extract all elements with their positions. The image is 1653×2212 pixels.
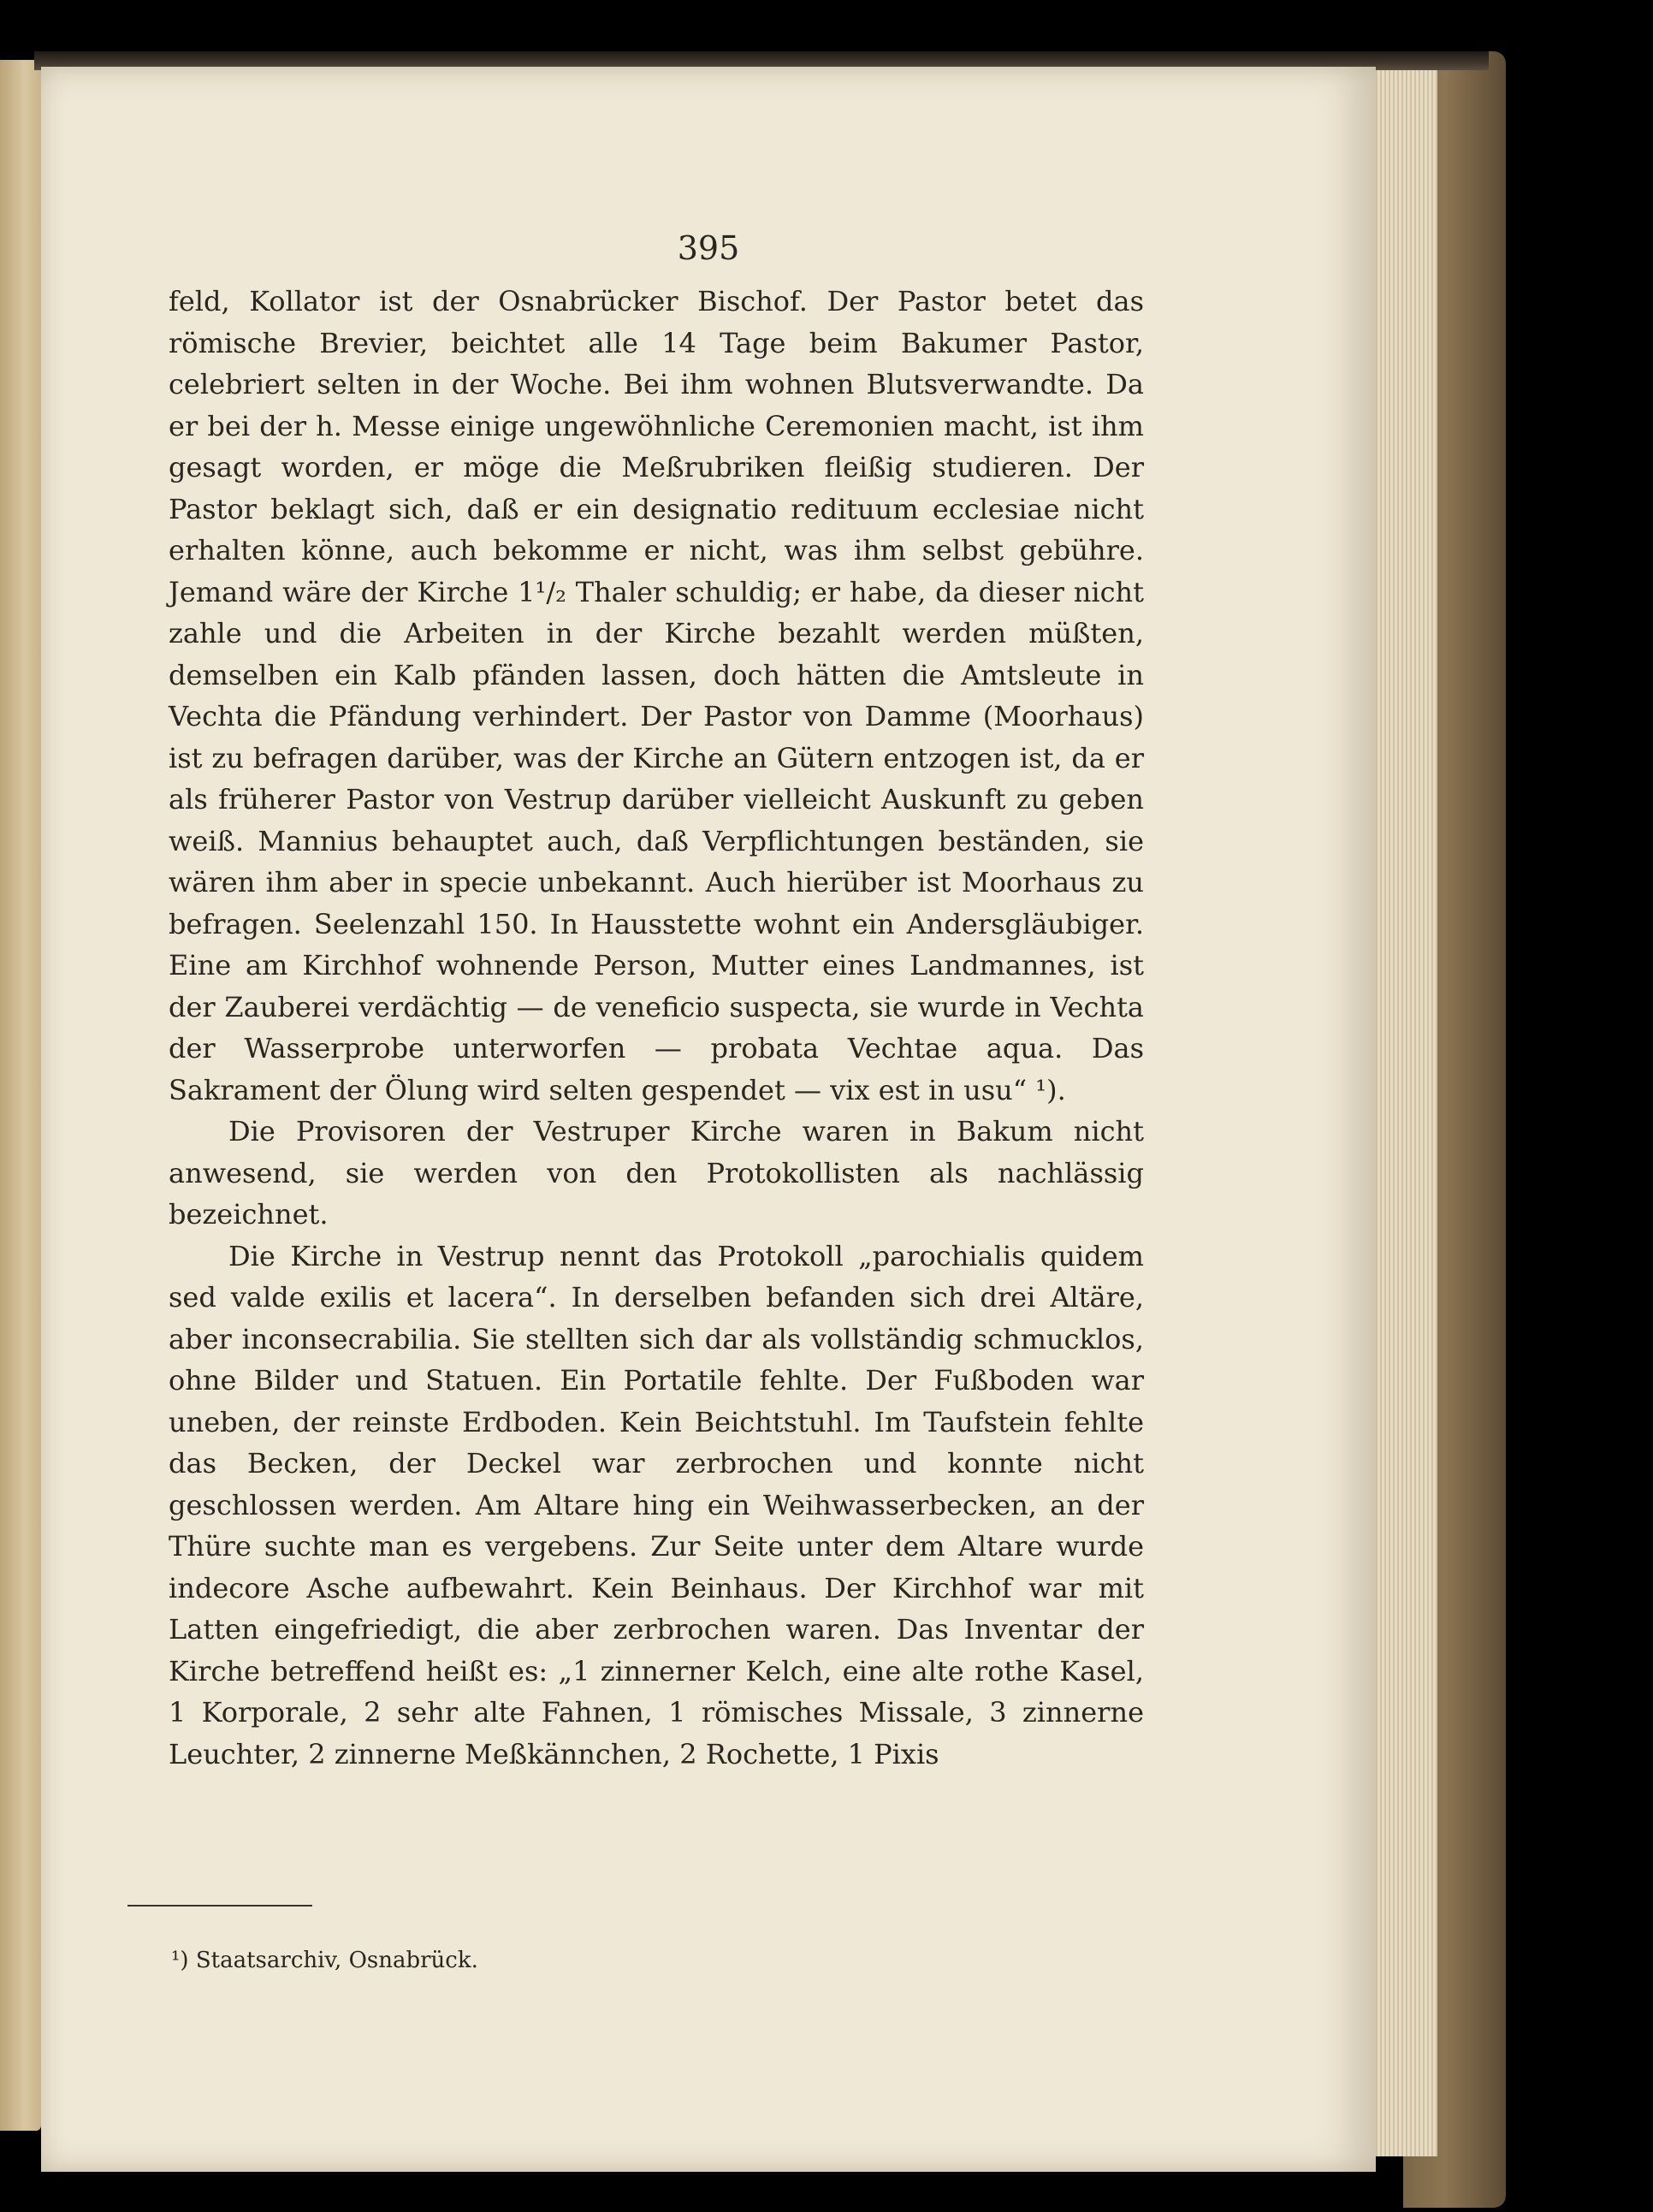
footnote: ¹) Staatsarchiv, Osnabrück.	[171, 1948, 478, 1973]
paragraph: Die Kirche in Vestrup nennt das Protokoll „parochialis quidem sed valde exilis et lacera“. In derselben befanden sich drei Altäre, aber inconsecrabilia. Sie stellten sich dar als vollständig schmucklos, ohne Bilder und Statuen. Ein Portatile fehlte. Der Fußboden war uneben, der reinste Erdboden. Kein Beichtstuhl. Im Taufstein fehlte das Becken, der Deckel war zerbrochen und konnte nicht geschlossen werden. Am Altare hing ein Weihwasserbecken, an der Thüre suchte man es vergebens. Zur Seite unter dem Altare wurde indecore Asche aufbewahrt. Kein Beinhaus. Der Kirchhof war mit Latten eingefriedigt, die aber zerbrochen waren. Das Inventar der Kirche betreffend heißt es: „1 zinnerner Kelch, eine alte rothe Kasel, 1 Korporale, 2 sehr alte Fahnen, 1 römisches Missale, 3 zinnerne Leuchter, 2 zinnerne Meßkännchen, 2 Rochette, 1 Pixis	[169, 1239, 1144, 1770]
left-page-edge	[0, 60, 41, 2131]
footnote-rule	[127, 1905, 312, 1907]
paragraph: Die Provisoren der Vestruper Kirche waren in Bakum nicht anwesend, sie werden von den Protokollisten als nachlässig bezeichnet.	[169, 1115, 1144, 1231]
paragraph: feld, Kollator ist der Osnabrücker Bischof. Der Pastor betet das römische Brevier, beichtet alle 14 Tage beim Bakumer Pastor, celebriert selten in der Woche. Bei ihm wohnen Blutsverwandte. Da er bei der h. Messe einige ungewöhnliche Ceremonien macht, ist ihm gesagt worden, er möge die Meßrubriken fleißig studieren. Der Pastor beklagt sich, daß er ein designatio redituum ecclesiae nicht erhalten könne, auch bekomme er nicht, was ihm selbst gebühre. Jemand wäre der Kirche 1¹/₂ Thaler schuldig; er habe, da dieser nicht zahle und die Arbeiten in der Kirche bezahlt werden müßten, demselben ein Kalb pfänden lassen, doch hätten die Amtsleute in Vechta die Pfändung verhindert. Der Pastor von Damme (Moorhaus) ist zu befragen darüber, was der Kirche an Gütern entzogen ist, da er als früherer Pastor von Vestrup darüber vielleicht Auskunft zu geben weiß. Mannius behauptet auch, daß Verpflichtungen beständen, sie wären ihm aber in specie unbekannt. Auch hierüber ist Moorhaus zu befragen. Seelenzahl 150. In Hausstette wohnt ein Andersgläubiger. Eine am Kirchhof wohnende Person, Mutter eines Landmannes, ist der Zauberei verdächtig — de veneficio suspecta, sie wurde in Vechta der Wasserprobe unterworfen — probata Vechtae aqua. Das Sakrament der Ölung wird selten gespendet — vix est in usu“ ¹).	[169, 285, 1144, 1106]
page-number: 395	[677, 229, 740, 267]
body-text	[169, 281, 1144, 1775]
book-page	[41, 67, 1376, 2172]
